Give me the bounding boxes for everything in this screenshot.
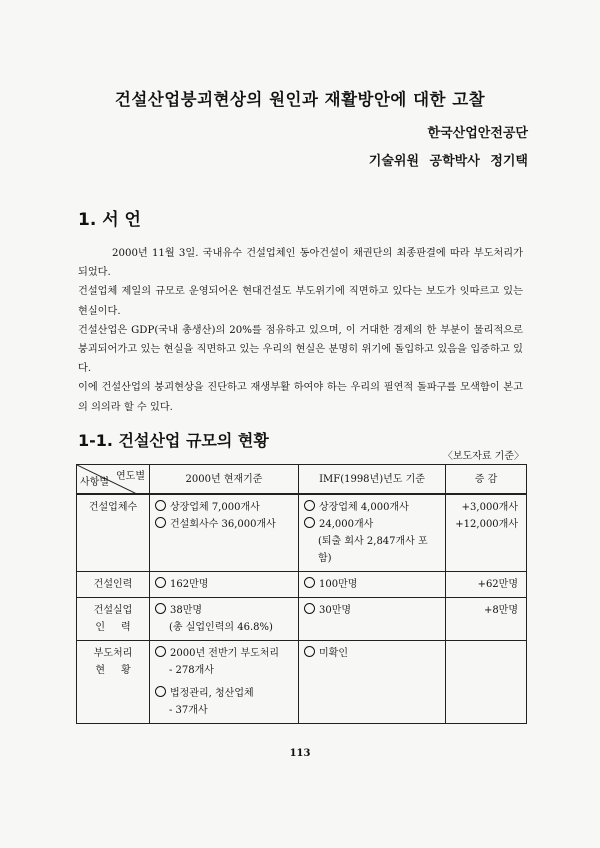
cell-note: (총 실업인력의 46.8%) — [169, 622, 273, 633]
cell-text: 100만명 — [319, 579, 358, 590]
table-cell — [150, 572, 299, 598]
table-header-row — [77, 465, 527, 495]
row-label-line: 부도처리 — [93, 648, 133, 659]
table-cell — [299, 494, 446, 572]
corner-label-year: 연도별 — [116, 471, 145, 482]
cell-text: 상장업체 7,000개사 — [170, 502, 260, 513]
cell-text: +12,000개사 — [455, 519, 518, 530]
document-title: 건설산업붕괴현상의 원인과 재활방안에 대한 고찰 — [114, 90, 486, 109]
column-header: 증 감 — [446, 465, 527, 495]
table-cell: +8만명 — [446, 598, 527, 641]
cell-text: +3,000개사 — [461, 502, 518, 513]
row-label-line: 건설실업 — [93, 605, 133, 616]
row-label: 건설업체수 — [77, 494, 150, 572]
list-item — [304, 499, 440, 516]
table-corner-cell — [77, 465, 150, 495]
cell-text: 24,000개사 — [319, 519, 374, 530]
cell-text: 미확인 — [319, 648, 348, 659]
paragraph: 건설업체 제일의 규모로 운영되어온 현대건설도 부도위기에 직면하고 있다는 보도가 잇따르고 있는 현실이다. — [78, 286, 523, 317]
section-heading-introduction: 1. 서 언 — [78, 210, 141, 230]
row-label — [77, 598, 150, 641]
row-label — [77, 641, 150, 724]
cell-note: - 278개사 — [169, 665, 214, 676]
circle-bullet-icon — [304, 646, 315, 657]
table-cell — [446, 641, 527, 724]
author-organization: 한국산업안전공단 — [427, 126, 528, 141]
circle-bullet-icon — [304, 577, 315, 588]
table-cell — [299, 598, 446, 641]
row-label: 건설인력 — [77, 572, 150, 598]
row-label-line: 인 력 — [95, 622, 131, 633]
source-note: 〈보도자료 기준〉 — [442, 451, 524, 462]
table-row — [77, 572, 527, 598]
circle-bullet-icon — [155, 603, 166, 614]
cell-text: 38만명 — [170, 605, 203, 616]
cell-text: 상장업체 4,000개사 — [319, 502, 409, 513]
table-cell — [150, 494, 299, 572]
column-header: IMF(1998년)년도 기준 — [299, 465, 446, 495]
author-name: 기술위원 공학박사 정기택 — [368, 154, 528, 169]
table-cell — [299, 641, 446, 724]
table-cell — [150, 641, 299, 724]
paragraph: 2000년 11월 3일. 국내유수 건설업체인 동아건설이 채권단의 최종판결에 따라 부도처리가 되었다. — [78, 248, 523, 279]
circle-bullet-icon — [155, 500, 166, 511]
cell-text: 162만명 — [170, 579, 209, 590]
corner-label-item: 사항별 — [80, 477, 109, 488]
table-cell — [299, 572, 446, 598]
circle-bullet-icon — [304, 500, 315, 511]
cell-text: 법정관리, 청산업체 — [170, 688, 254, 699]
circle-bullet-icon — [304, 603, 315, 614]
cell-text: 건설회사수 36,000개사 — [170, 519, 276, 530]
circle-bullet-icon — [304, 517, 315, 528]
cell-text: 2000년 전반기 부도처리 — [170, 648, 280, 659]
introduction-body — [78, 244, 523, 417]
row-label-line: 현 황 — [95, 665, 131, 676]
page-number: 113 — [289, 748, 311, 759]
table-row — [77, 641, 527, 724]
paragraph: 건설산업은 GDP(국내 총생산)의 20%를 점유하고 있으며, 이 거대한 경제의 한 부분이 물리적으로 붕괴되어가고 있는 현실을 직면하고 있는 우리의 현실은 분명히 위기에 돌입하고 있음을 입증하고 있다. — [78, 324, 523, 375]
table-cell — [446, 494, 527, 572]
cell-note: - 37개사 — [169, 705, 208, 716]
circle-bullet-icon — [155, 646, 166, 657]
circle-bullet-icon — [155, 686, 166, 697]
section-heading-industry-scale: 1-1. 건설산업 규모의 현황 — [78, 431, 269, 450]
paragraph: 이에 건설산업의 붕괴현상을 진단하고 재생부활 하여야 하는 우리의 필연적 돌파구를 모색함이 본고의 의의라 할 수 있다. — [78, 382, 523, 413]
list-item — [155, 516, 293, 533]
cell-text: 30만명 — [319, 605, 352, 616]
table-cell — [150, 598, 299, 641]
list-item — [155, 499, 293, 516]
table-row — [77, 494, 527, 572]
table-cell: +62만명 — [446, 572, 527, 598]
industry-scale-table — [76, 464, 527, 724]
list-item — [304, 516, 440, 533]
circle-bullet-icon — [155, 577, 166, 588]
column-header: 2000년 현재기준 — [150, 465, 299, 495]
table-row — [77, 598, 527, 641]
circle-bullet-icon — [155, 517, 166, 528]
cell-note: (퇴출 회사 2,847개사 포함) — [318, 536, 428, 564]
